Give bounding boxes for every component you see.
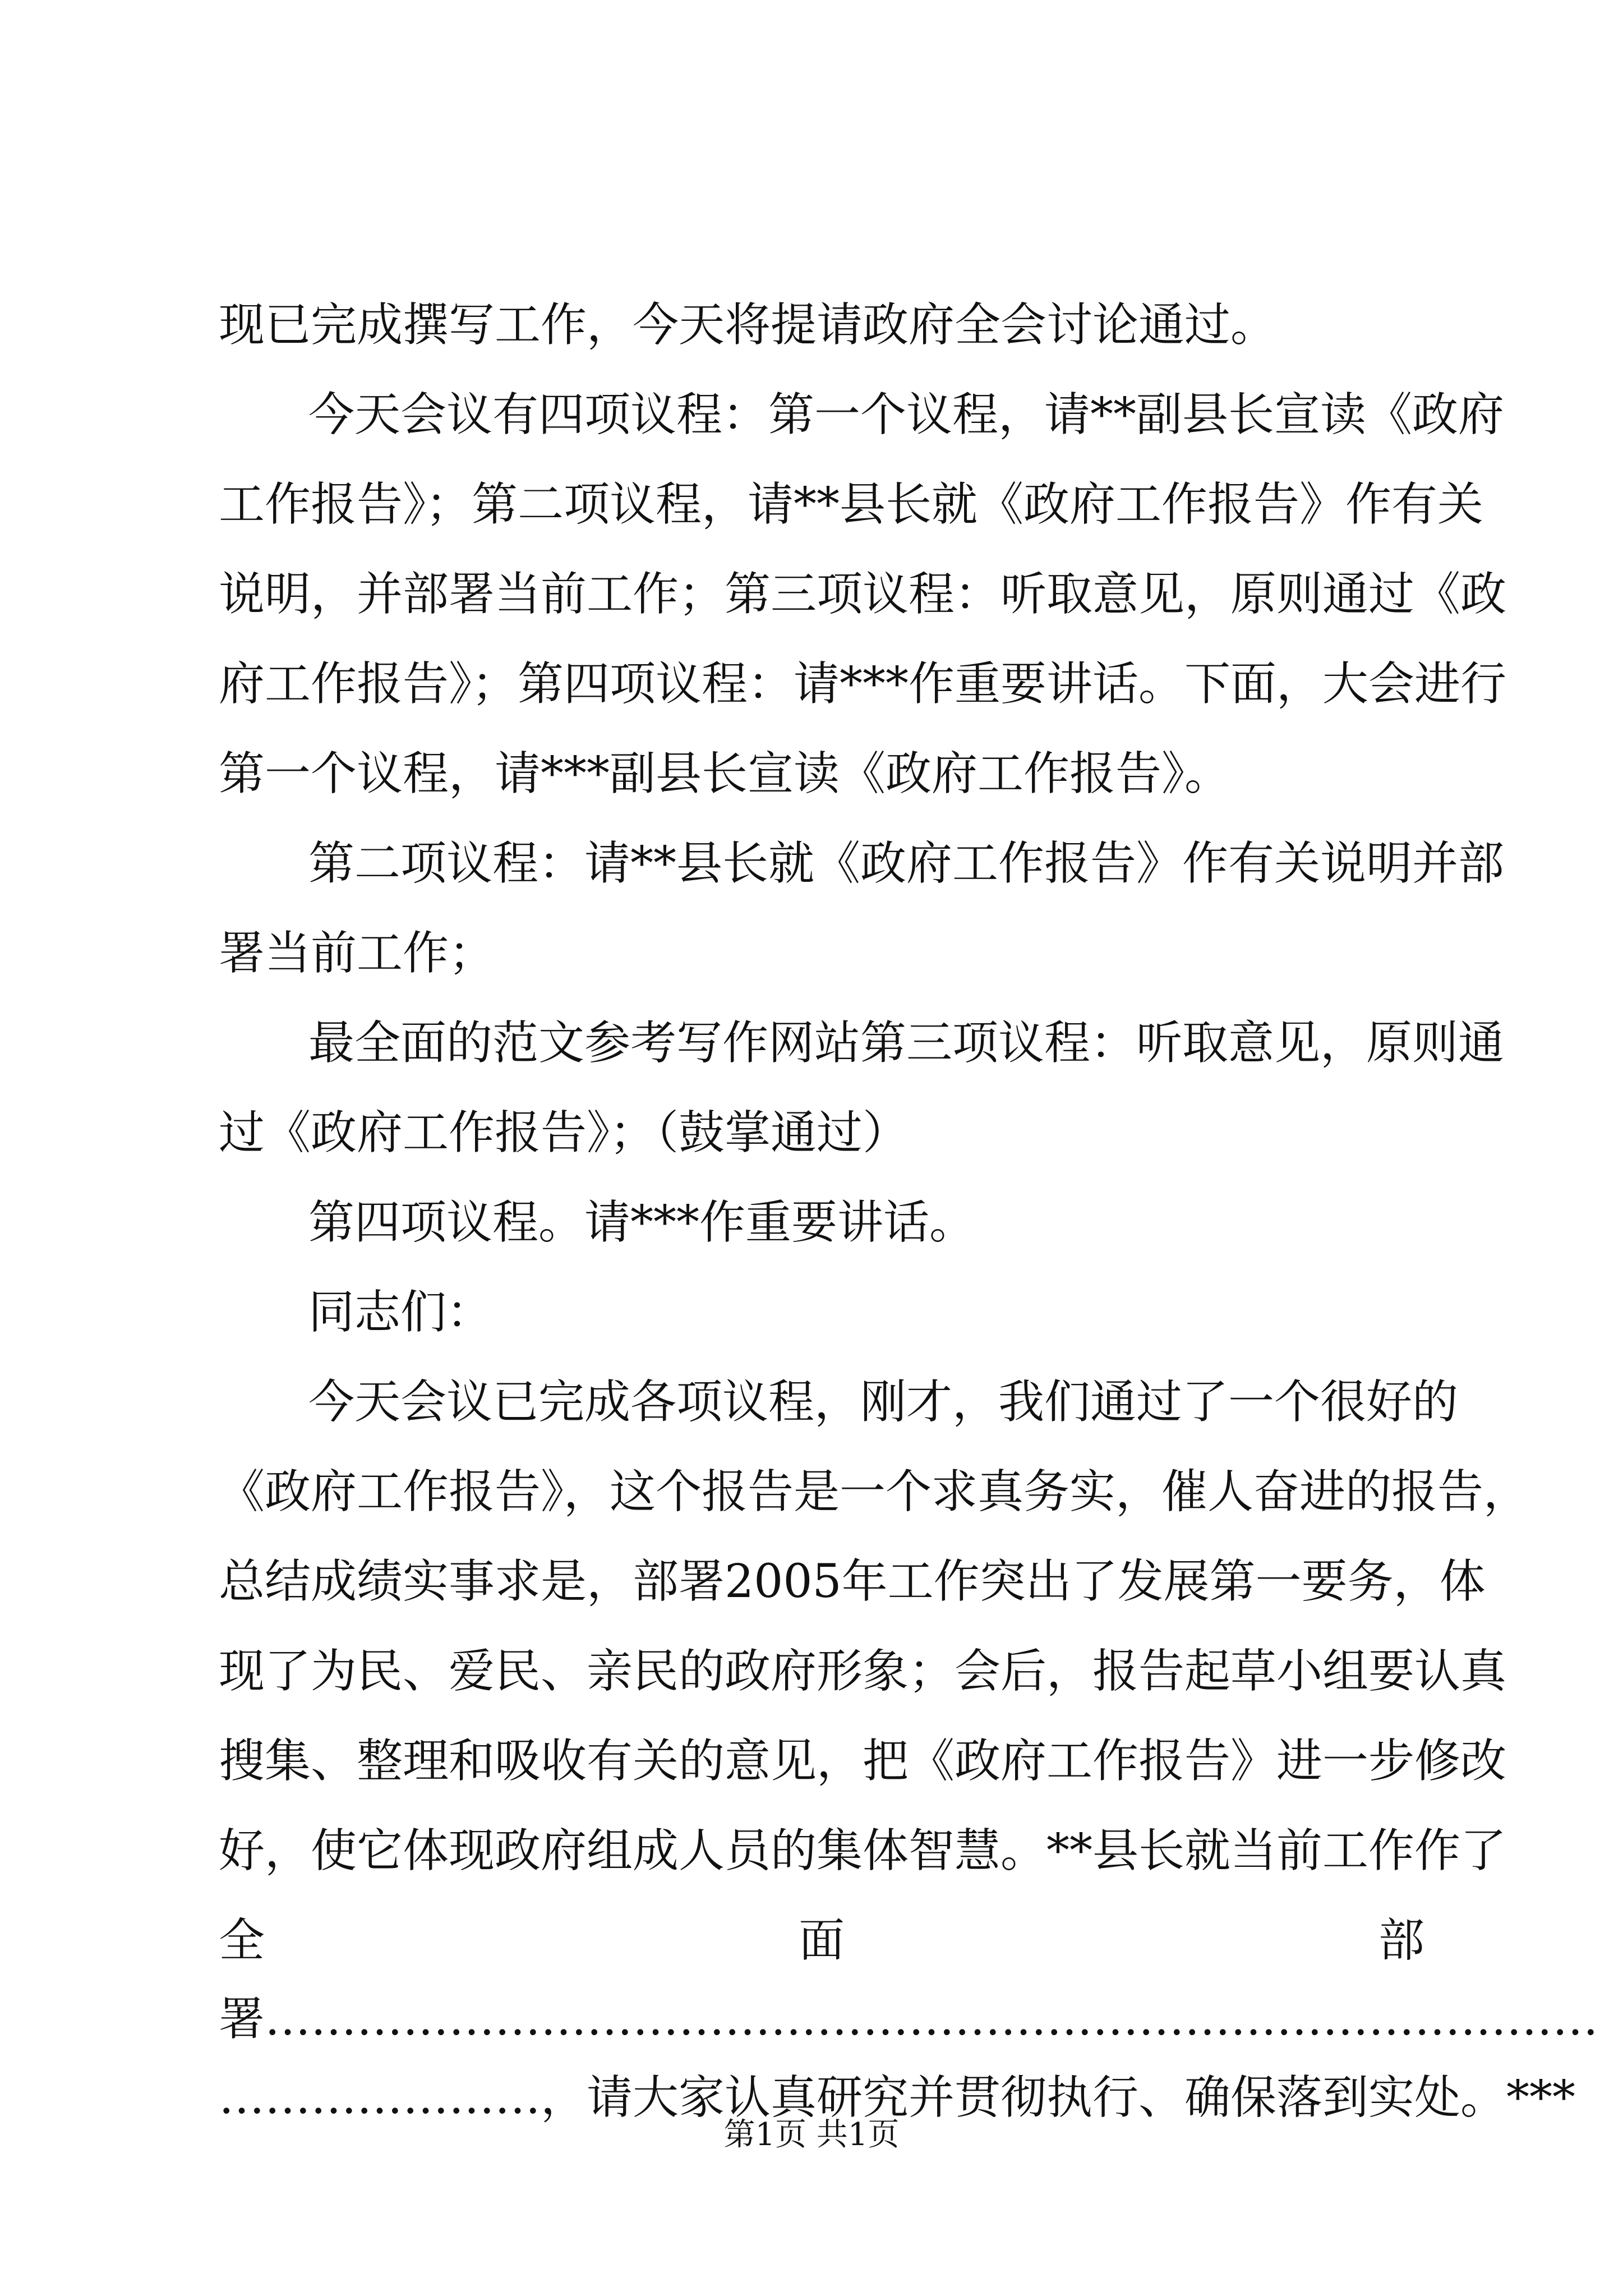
text-line: 工作报告》；第二项议程，请**县长就《政府工作报告》作有关 xyxy=(219,478,1484,531)
paragraph-line: 最全面的范文参考写作网站第三项议程：听取意见，原则通 xyxy=(308,1016,1505,1070)
dotted-line-prefix: 署 xyxy=(219,1993,265,2046)
spread-word: 全 xyxy=(219,1914,265,1967)
text-line: 第一个议程，请***副县长宣读《政府工作报告》。 xyxy=(219,747,1231,800)
spread-word: 面 xyxy=(798,1914,845,1967)
paragraph-line: 今天会议已完成各项议程，刚才，我们通过了一个很好的 xyxy=(308,1375,1459,1429)
text-line: 好，使它体现政府组成人员的集体智慧。**县长就当前工作作了 xyxy=(219,1824,1507,1878)
text-line: 府工作报告》；第四项议程：请***作重要讲话。下面，大会进行 xyxy=(219,657,1507,711)
paragraph-line: 第四项议程。请***作重要讲话。 xyxy=(308,1196,976,1249)
text-line: 现已完成撰写工作，今天将提请政府全会讨论通过。 xyxy=(219,298,1277,352)
spread-text-line xyxy=(219,1913,1424,1969)
spread-word: 部 xyxy=(1378,1914,1424,1967)
page-footer: 第1页 共1页 xyxy=(723,2116,900,2153)
leader-dots: ………………… xyxy=(219,2071,541,2124)
text-line: 搜集、整理和吸收有关的意见，把《政府工作报告》进一步修改 xyxy=(219,1734,1507,1788)
leader-dots: …………………………………………………………………………… xyxy=(265,1993,1599,2046)
salutation: 同志们： xyxy=(308,1286,493,1339)
text-line: 过《政府工作报告》；（鼓掌通过） xyxy=(219,1106,909,1159)
text-line: 说明，并部署当前工作；第三项议程：听取意见，原则通过《政 xyxy=(219,568,1507,621)
paragraph-line: 第二项议程：请**县长就《政府工作报告》作有关说明并部 xyxy=(308,837,1505,890)
text-line: 署当前工作； xyxy=(219,927,495,980)
paragraph-line: 今天会议有四项议程：第一个议程，请**副县长宣读《政府 xyxy=(308,388,1505,441)
dotted-line-suffix: ，请大家认真研究并贯彻执行、确保落到实处。*** xyxy=(541,2071,1576,2124)
dotted-line xyxy=(219,1991,1599,2047)
text-line: 《政府工作报告》，这个报告是一个求真务实，催人奋进的报告， xyxy=(219,1465,1530,1519)
text-line: 现了为民、爱民、亲民的政府形象；会后，报告起草小组要认真 xyxy=(219,1645,1507,1698)
text-line: 总结成绩实事求是，部署2005年工作突出了发展第一要务，体 xyxy=(219,1555,1486,1608)
